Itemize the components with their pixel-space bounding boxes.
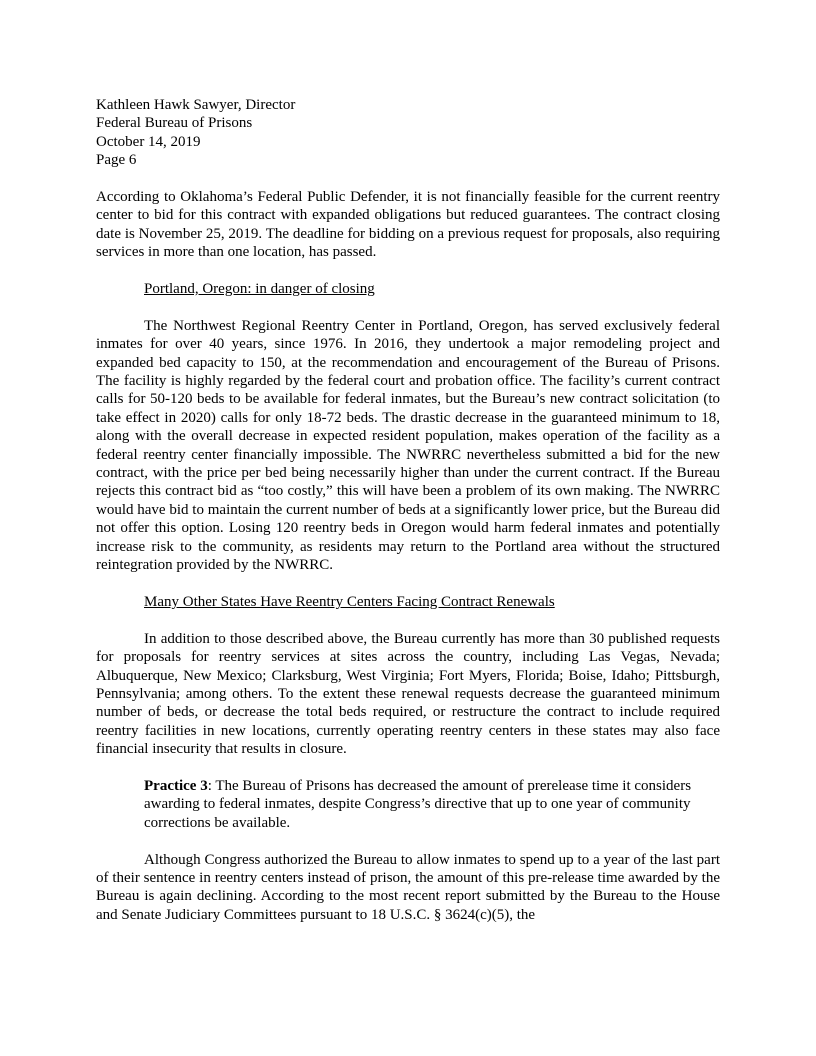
practice-3-label: Practice 3 bbox=[144, 777, 208, 794]
practice-3-text: : The Bureau of Prisons has decreased the amount of prerelease time it considers awarding to federal inmates, despite Congress’s directive that up to one year of community corrections be available. bbox=[144, 777, 692, 831]
portland-paragraph: The Northwest Regional Reentry Center in Portland, Oregon, has served exclusively federal inmates for over 40 years, since 1976. In 2016, they undertook a major remodeling project and expanded bed capacity to 150, at the recommendation and encouragement of the Bureau of Prisons. The facility is highly regarded by the federal court and probation office. The facility’s current contract calls for 50-120 beds to be available for federal inmates, but the Bureau’s new contract solicitation (to take effect in 2020) calls for only 18-72 beds. The drastic decrease in the guaranteed minimum to 18, along with the overall decrease in expected resident population, makes operation of the facility as a federal reentry center financially impossible. The NWRRC nevertheless submitted a bid for the new contract, with the price per bed being necessarily higher than under the current contract. If the Bureau rejects this contract bid as “too costly,” this will have been a problem of its own making. The NWRRC would have bid to maintain the current number of beds at a significantly lower price, but the Bureau did not offer this option. Losing 120 reentry beds in Oregon would harm federal inmates and potentially increase risk to the community, as residents may return to the Portland area without the structured reintegration provided by the NWRRC. bbox=[96, 317, 720, 574]
other-states-paragraph: In addition to those described above, the Bureau currently has more than 30 published requests for proposals for reentry services at sites across the country, including Las Vegas, Nevada; Albuquerque, New Mexico; Clarksburg, West Virginia; Fort Myers, Florida; Boise, Idaho; Pittsburgh, Pennsylvania; among others. To the extent these renewal requests decrease the guaranteed minimum number of beds, or decrease the total beds required, or restructure the contract to include required reentry facilities in new locations, currently operating reentry centers in these states may also face financial insecurity that results in closure. bbox=[96, 630, 720, 758]
oklahoma-paragraph: According to Oklahoma’s Federal Public Defender, it is not financially feasible for the current reentry center to bid for this contract with expanded obligations but reduced guarantees. The contract closing date is November 25, 2019. The deadline for bidding on a previous request for proposals, also requiring services in more than one location, has passed. bbox=[96, 189, 720, 261]
page-number: Page 6 bbox=[96, 152, 137, 169]
recipient-organization: Federal Bureau of Prisons bbox=[96, 115, 253, 132]
portland-heading: Portland, Oregon: in danger of closing bbox=[144, 281, 375, 298]
other-states-heading: Many Other States Have Reentry Centers Facing Contract Renewals bbox=[144, 593, 555, 610]
prerelease-paragraph: Although Congress authorized the Bureau to allow inmates to spend up to a year of the last part of their sentence in reentry centers instead of prison, the amount of this pre-release time awarded by the Bureau is again declining. According to the most recent report submitted by the Bureau to the House and Senate Judiciary Committees pursuant to 18 U.S.C. § 3624(c)(5), the bbox=[96, 851, 720, 923]
letter-page bbox=[96, 96, 720, 943]
letter-date: October 14, 2019 bbox=[96, 133, 201, 150]
letter-header bbox=[96, 96, 720, 170]
practice-3-block bbox=[144, 777, 720, 832]
recipient-name: Kathleen Hawk Sawyer, Director bbox=[96, 97, 296, 113]
